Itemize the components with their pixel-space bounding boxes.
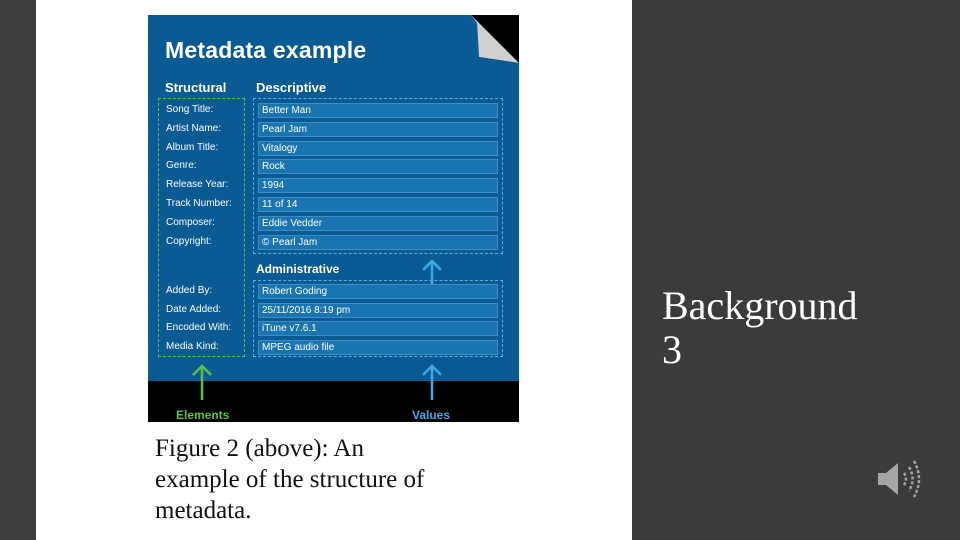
element-label: Date Added: (166, 304, 222, 315)
page-fold-icon (471, 15, 519, 63)
left-edge-strip (0, 0, 36, 540)
element-label: Track Number: (166, 198, 232, 209)
value-field: 11 of 14 (258, 197, 498, 212)
element-label: Composer: (166, 217, 215, 228)
arrow-up-icon (191, 363, 213, 401)
speaker-audio-icon[interactable] (874, 456, 924, 502)
value-field: MPEG audio file (258, 340, 498, 355)
value-field: Better Man (258, 103, 498, 118)
element-label: Album Title: (166, 142, 219, 153)
element-label: Song Title: (166, 104, 214, 115)
legend-elements: Elements (176, 408, 230, 422)
element-label: Added By: (166, 285, 213, 296)
slide-title (662, 284, 922, 372)
figure-title: Metadata example (165, 37, 367, 63)
element-label: Release Year: (166, 179, 229, 190)
caption-line: Figure 2 (above): An (155, 435, 364, 462)
value-field: 25/11/2016 8:19 pm (258, 303, 498, 318)
legend-values: Values (412, 408, 451, 422)
caption-line: metadata. (155, 497, 252, 524)
element-label: Media Kind: (166, 341, 219, 352)
figure-caption (155, 433, 515, 526)
slide-title-line: Background (662, 283, 858, 328)
value-field: Vitalogy (258, 141, 498, 156)
element-label: Encoded With: (166, 322, 232, 333)
slide-title-line: 3 (662, 327, 682, 372)
value-field: 1994 (258, 178, 498, 193)
caption-line: example of the structure of (155, 466, 425, 493)
value-field: Robert Goding (258, 284, 498, 299)
element-label: Copyright: (166, 236, 212, 247)
value-field: © Pearl Jam (258, 235, 498, 250)
arrow-up-icon (421, 363, 443, 401)
value-field: Eddie Vedder (258, 216, 498, 231)
metadata-figure (148, 15, 519, 422)
structural-header: Structural (165, 80, 227, 95)
element-label: Genre: (166, 160, 197, 171)
administrative-header: Administrative (256, 262, 340, 276)
value-field: Pearl Jam (258, 122, 498, 137)
descriptive-header: Descriptive (256, 80, 327, 95)
value-field: iTune v7.6.1 (258, 321, 498, 336)
element-label: Artist Name: (166, 123, 222, 134)
value-field: Rock (258, 159, 498, 174)
